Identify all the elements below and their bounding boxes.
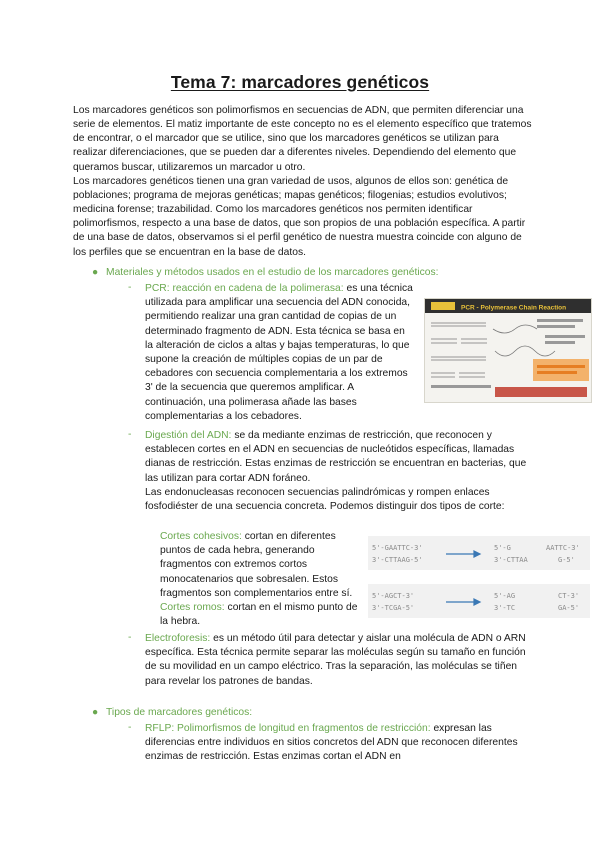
rflp-item — [145, 722, 530, 765]
digestion-term: Digestión del ADN: — [145, 430, 232, 441]
bullet-icon: ● — [92, 267, 99, 278]
pcr-item — [145, 282, 413, 424]
res2-left-bottom: 3'-TC — [494, 604, 516, 612]
restriction-cut-diagram — [368, 532, 590, 622]
blunt-term: Cortes romos: — [160, 602, 225, 614]
res1-left-top: 5'-G — [494, 544, 511, 552]
intro-paragraphs — [73, 104, 533, 260]
res1-right-top: AATTC-3' — [546, 544, 580, 552]
intro-paragraph-2: Los marcadores genéticos tienen una gran variedad de usos, algunos de ellos son: genética de poblaciones; programa de mejoras genéticas; mapas genéticos; filogenias; estudios evolutivos; medicina forense; trazabilidad. Como los marcadores genéticos nos permiten identificar polimorfismos, respecto a una base de datos, que son propios de una población específica. A partir de una base de datos, observamos si el perfil genético de nuestra muestra coincide con alguno de los perfiles que se encuentran en la base de datos. — [73, 175, 526, 258]
section-heading-types: Tipos de marcadores genéticos: — [106, 707, 253, 718]
electrophoresis-term: Electroforesis: — [145, 633, 211, 644]
cut-types — [160, 530, 360, 629]
pcr-text: es una técnica utilizada para amplificar una secuencia del ADN conocida, permitiendo realizar una gran cantidad de copias de un determinado fragmento de ADN. Esta técnica se basa en la alteración de ciclos a altas y bajas temperaturas, lo que supone la creación de múltiples copias de un par de cebadores con secuencia complementaria a los extremos 3' de la secuencia que queremos amplificar. A continuación, una polimerasa añade las bases complementarias a los cebadores. — [145, 283, 413, 422]
seq1-top: 5'-GAATTC-3' — [372, 544, 423, 552]
blunt-text: cortan en el mismo punto de la hebra. — [160, 602, 358, 628]
digestion-item — [145, 429, 530, 514]
seq2-top: 5'-AGCT-3' — [372, 592, 415, 600]
res2-right-bottom: GA-5' — [558, 604, 580, 612]
cohesive-text: cortan en diferentes puntos de cada hebra, generando fragmentos con extremos cortos monocatenarios que sobresalen. Estos fragmentos son complementarios entre sí. — [160, 531, 353, 599]
dash-marker: - — [128, 722, 132, 733]
dash-marker: - — [128, 429, 132, 440]
bullet-icon: ● — [92, 707, 99, 718]
pcr-figure-logo — [431, 302, 455, 310]
intro-paragraph-1: Los marcadores genéticos son polimorfismos en secuencias de ADN, que permiten diferenciar una serie de elementos. El matiz importante de este concepto no es el elemento específico que tratemos de encontrar, o el marcador que se utilice, sino que los marcadores genéticos se utilizan para realizar diferenciaciones, que se pueden dar a diferentes niveles. Dependiendo del elemento que queramos buscar, utilizaremos un marcador u otro. — [73, 105, 532, 173]
res1-left-bottom: 3'-CTTAA — [494, 556, 528, 564]
cohesive-term: Cortes cohesivos: — [160, 531, 242, 542]
page-title: Tema 7: marcadores genéticos — [170, 72, 430, 92]
pcr-figure — [424, 298, 592, 403]
electrophoresis-text: es un método útil para detectar y aislar una molécula de ADN o ARN específica. Esta técnica permite separar las moléculas según su tamaño en función de su movilidad en un campo eléctrico. Tras la separación, las moléculas se tiñen para revelar los patrones de bandas. — [145, 633, 526, 687]
electrophoresis-item — [145, 632, 530, 689]
digestion-text-2: Las endonucleasas reconocen secuencias palindrómicas y rompen enlaces fosfodiéster de una secuencia concreta. Podemos distinguir dos tipos de corte: — [145, 486, 505, 513]
section-heading-methods: Materiales y métodos usados en el estudio de los marcadores genéticos: — [106, 267, 439, 278]
digestion-text: se da mediante enzimas de restricción, que reconocen y establecen cortes en el ADN en secuencias de nucleótidos específicas, llamadas dianas de restricción. Estas enzimas de restricción se encuentran en bacterias, que las utilizan para cortar ADN foráneo. — [145, 430, 527, 484]
res1-right-bottom: G-5' — [558, 556, 575, 564]
res2-left-top: 5'-AG — [494, 592, 516, 600]
pcr-figure-footer — [495, 387, 587, 397]
pcr-figure-band — [533, 359, 589, 381]
restriction-cut-figure — [368, 532, 590, 622]
pcr-figure-title: PCR - Polymerase Chain Reaction — [461, 304, 567, 312]
rflp-term: RFLP: Polimorfismos de longitud en fragmentos de restricción: — [145, 723, 431, 734]
res2-right-top: CT-3' — [558, 592, 580, 600]
seq2-bottom: 3'-TCGA-5' — [372, 604, 415, 612]
dash-marker: - — [128, 632, 132, 643]
seq1-bottom: 3'-CTTAAG-5' — [372, 556, 423, 564]
pcr-term: PCR: reacción en cadena de la polimerasa: — [145, 283, 344, 294]
pcr-diagram — [425, 299, 591, 402]
dash-marker: - — [128, 282, 132, 293]
rflp-text: expresan las diferencias entre individuos en sitios concretos del ADN que reconocen diferentes enzimas de restricción. Estas enzimas cortan el ADN en — [145, 723, 518, 763]
